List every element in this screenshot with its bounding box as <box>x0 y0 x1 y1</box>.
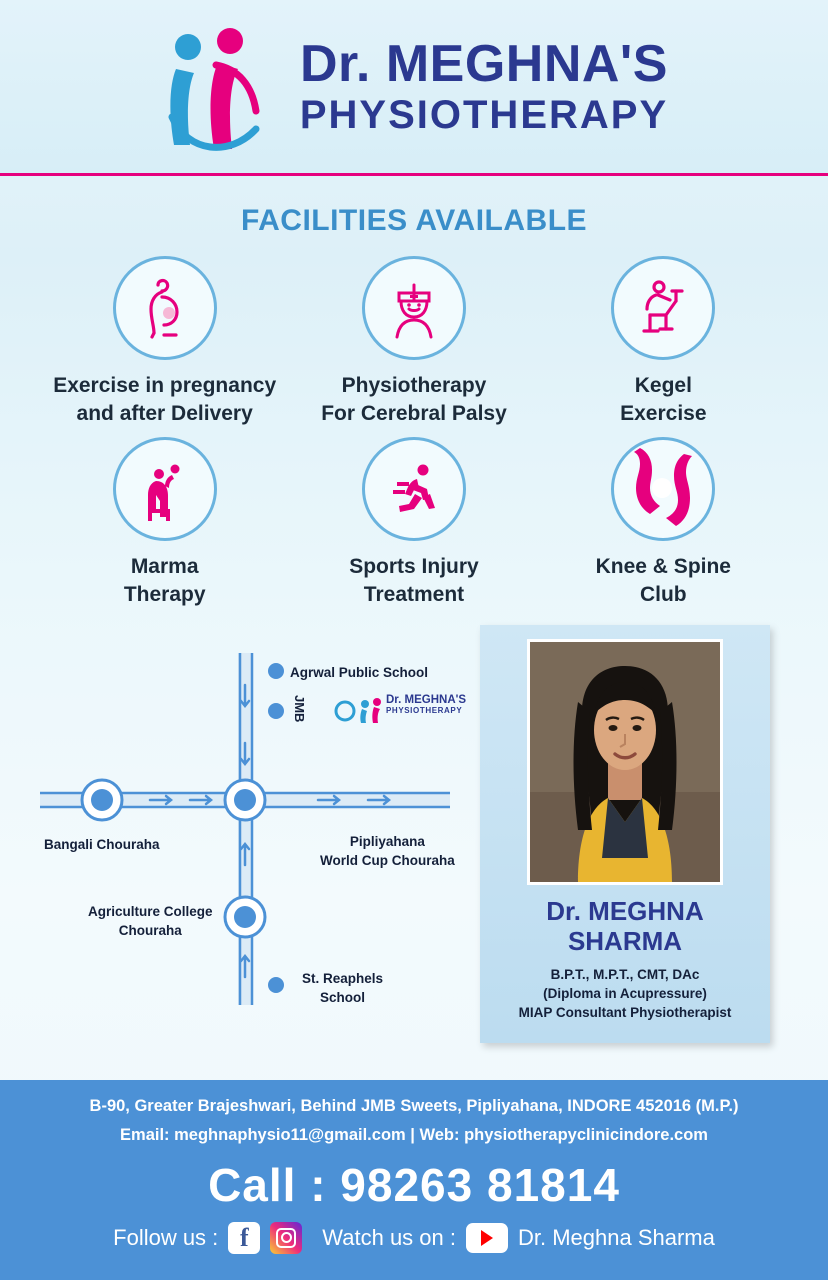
facility-label: Knee & Spine Club <box>595 555 731 607</box>
facility-label: Marma Therapy <box>123 555 206 607</box>
facility-label: Sports Injury Treatment <box>349 555 479 607</box>
watch-label: Watch us on : <box>322 1224 456 1250</box>
doctor-name: Dr. MEGHNA SHARMA <box>546 895 704 956</box>
facility-item-pregnancy <box>40 256 289 427</box>
brand-block <box>300 37 668 136</box>
brand-subtitle: PHYSIOTHERAPY <box>299 92 669 137</box>
facility-item-marma <box>40 437 289 608</box>
lower-section <box>0 625 828 1045</box>
map-label-reaphels: St. Reaphels School <box>302 970 384 1005</box>
follow-label: Follow us : <box>113 1224 219 1250</box>
facility-item-knee-spine <box>539 437 788 608</box>
facility-label: Kegel Exercise <box>620 374 707 425</box>
facebook-icon[interactable]: f <box>228 1222 260 1254</box>
youtube-icon[interactable] <box>466 1223 508 1253</box>
facilities-grid <box>0 256 828 609</box>
social-row <box>113 1222 715 1254</box>
knee-joint-icon <box>611 437 715 541</box>
map-label-agrwal: Agrwal Public School <box>290 664 429 680</box>
doctor-portrait <box>530 642 720 882</box>
address-line: B-90, Greater Brajeshwari, Behind JMB Sweets, Pipliyahana, INDORE 452016 (M.P.) <box>89 1097 739 1115</box>
map-label-agriculture: Agriculture College Chouraha <box>88 903 213 938</box>
nurse-icon <box>362 256 466 360</box>
header <box>0 0 828 176</box>
facility-item-cerebral-palsy <box>289 256 538 427</box>
doctor-credentials: B.P.T., M.P.T., CMT, DAc (Diploma in Acupressure) MIAP Consultant Physiotherapist <box>518 966 732 1020</box>
exercise-bike-icon <box>611 256 715 360</box>
marma-therapy-icon <box>113 437 217 541</box>
pregnant-woman-icon <box>113 256 217 360</box>
instagram-icon[interactable] <box>270 1222 302 1254</box>
map-label-pipliyahana: Pipliyahana World Cup Chouraha <box>320 833 455 868</box>
avatar <box>527 639 723 885</box>
two-person-logo-icon <box>160 25 280 155</box>
map-label-jmb: JMB <box>292 694 307 723</box>
facility-label: Exercise in pregnancy and after Delivery <box>53 374 277 425</box>
youtube-channel-name[interactable]: Dr. Meghna Sharma <box>517 1224 715 1250</box>
map-label-clinic-brand: Dr. MEGHNA'S PHYSIOTHERAPY <box>386 693 467 715</box>
brand-title: Dr. MEGHNA'S <box>300 35 668 94</box>
facilities-title: FACILITIES AVAILABLE <box>240 204 588 237</box>
facility-item-sports-injury <box>289 437 538 608</box>
facility-label: Physiotherapy For Cerebral Palsy <box>321 374 507 425</box>
contact-line: Email: meghnaphysio11@gmail.com | Web: physiotherapyclinicindore.com <box>120 1125 708 1144</box>
doctor-card <box>480 625 770 1043</box>
location-map <box>30 625 470 1045</box>
footer <box>0 1080 828 1280</box>
phone-number[interactable]: Call : 98263 81814 <box>208 1158 620 1211</box>
map-label-bangali: Bangali Chouraha <box>44 836 160 852</box>
running-injury-icon <box>362 437 466 541</box>
facility-item-kegel <box>539 256 788 427</box>
